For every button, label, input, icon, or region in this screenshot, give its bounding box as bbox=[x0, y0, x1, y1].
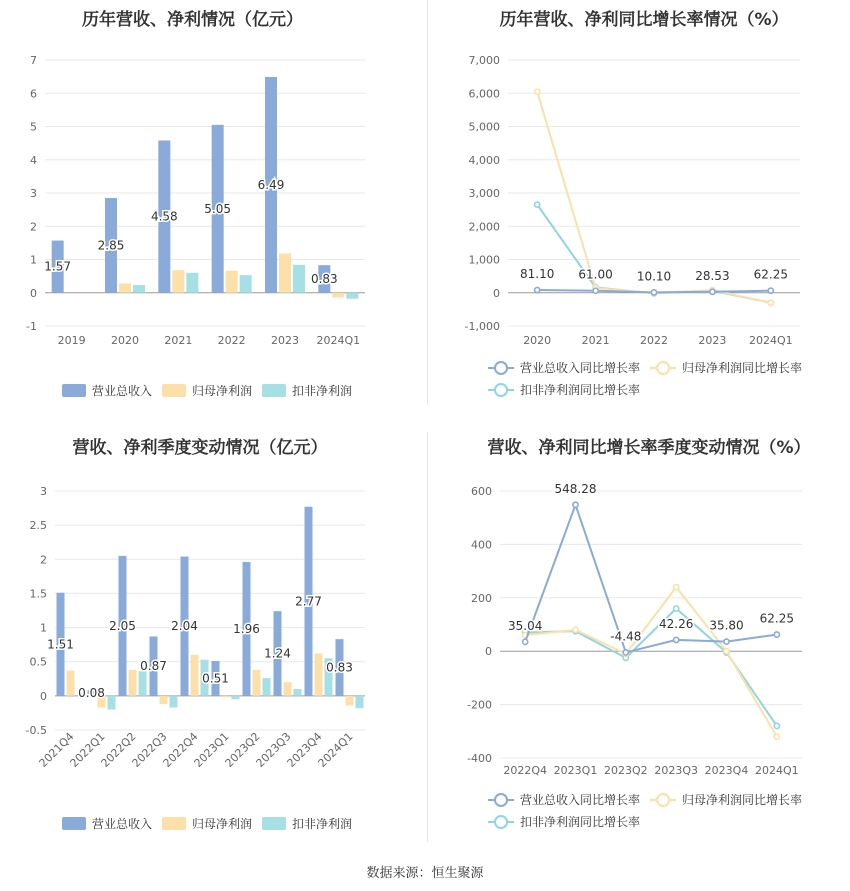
bar bbox=[293, 265, 305, 293]
data-label: 2.77 bbox=[295, 594, 322, 609]
legend-swatch bbox=[262, 817, 286, 830]
data-point bbox=[535, 287, 540, 292]
data-label: 61.00 bbox=[578, 267, 613, 282]
y-tick-label: 1 bbox=[30, 253, 37, 267]
bar bbox=[356, 696, 364, 708]
y-tick-label: 0 bbox=[40, 689, 47, 703]
data-point bbox=[651, 290, 656, 295]
data-label: -4.48 bbox=[610, 629, 642, 644]
data-label: 4.58 bbox=[150, 209, 178, 224]
y-tick-label: 3 bbox=[40, 485, 47, 498]
data-label: 1.24 bbox=[264, 646, 291, 661]
legend-label: 归母净利润 bbox=[192, 817, 253, 831]
x-tick-label: 2022 bbox=[217, 334, 246, 347]
x-tick-label: 2023Q4 bbox=[284, 729, 325, 770]
x-tick-label: 2021 bbox=[581, 334, 610, 347]
data-label: 42.26 bbox=[658, 616, 694, 631]
x-tick-label: 2022Q1 bbox=[67, 729, 108, 770]
legend-swatch bbox=[62, 384, 86, 397]
y-tick-label: 1,000 bbox=[468, 253, 500, 267]
legend-label: 扣非净利润同比增长率 bbox=[520, 815, 641, 829]
data-point bbox=[768, 300, 773, 305]
legend-label: 归母净利润同比增长率 bbox=[682, 361, 803, 375]
y-tick-label: -1 bbox=[26, 320, 37, 333]
data-label: 1.96 bbox=[233, 621, 260, 636]
bar bbox=[67, 671, 75, 696]
bar bbox=[263, 678, 271, 696]
bar bbox=[284, 682, 292, 696]
y-tick-label: 1.5 bbox=[29, 587, 47, 601]
data-label: 10.10 bbox=[636, 269, 672, 284]
legend-marker bbox=[657, 794, 669, 806]
y-tick-label: 5,000 bbox=[468, 120, 500, 134]
legend-label: 归母净利润 bbox=[192, 384, 253, 398]
y-tick-label: 1 bbox=[40, 621, 47, 635]
legend-label: 营业总收入同比增长率 bbox=[520, 361, 641, 375]
x-tick-label: 2023Q1 bbox=[191, 729, 232, 770]
y-tick-label: 4 bbox=[30, 153, 37, 167]
x-tick-label: 2023Q2 bbox=[222, 729, 263, 770]
x-tick-label: 2023Q3 bbox=[654, 764, 698, 777]
legend-marker bbox=[657, 362, 669, 374]
bar bbox=[294, 689, 302, 696]
y-tick-label: 2,000 bbox=[468, 220, 500, 234]
x-tick-label: 2022Q4 bbox=[503, 764, 547, 777]
data-label: 0.51 bbox=[202, 671, 229, 686]
legend-label: 营业总收入 bbox=[92, 384, 153, 398]
data-source-note: 数据来源：恒生聚源 bbox=[366, 866, 484, 881]
bar bbox=[172, 270, 184, 293]
y-tick-label: 200 bbox=[471, 591, 492, 605]
data-point bbox=[573, 627, 578, 632]
annual-growth-panel bbox=[428, 0, 850, 410]
x-tick-label: 2023Q4 bbox=[704, 764, 749, 777]
data-label: 28.53 bbox=[695, 268, 730, 283]
x-tick-label: 2024Q1 bbox=[755, 764, 799, 777]
y-tick-label: -1,000 bbox=[464, 320, 500, 333]
y-tick-label: -400 bbox=[467, 752, 492, 765]
x-tick-label: 2023 bbox=[698, 334, 727, 347]
annual-revenue-profit-chart bbox=[0, 0, 425, 410]
x-tick-label: 2022 bbox=[640, 334, 668, 347]
data-label: 5.05 bbox=[204, 201, 232, 216]
quarterly-revenue-profit-chart bbox=[0, 425, 425, 845]
y-tick-label: -200 bbox=[467, 698, 492, 712]
bar bbox=[129, 670, 137, 696]
y-tick-label: 7,000 bbox=[468, 54, 500, 67]
legend-swatch bbox=[162, 384, 186, 397]
legend-label: 营业总收入 bbox=[92, 817, 153, 831]
bar bbox=[108, 696, 116, 710]
bar bbox=[133, 285, 145, 293]
bar bbox=[332, 293, 344, 298]
data-label: 6.49 bbox=[257, 177, 285, 192]
x-tick-label: 2022Q4 bbox=[160, 729, 201, 770]
y-tick-label: 0 bbox=[493, 286, 500, 300]
data-label: 35.80 bbox=[709, 618, 744, 633]
data-point bbox=[710, 289, 715, 294]
y-tick-label: 2 bbox=[40, 553, 47, 567]
data-label: 2.04 bbox=[171, 619, 198, 634]
legend-marker bbox=[495, 384, 507, 396]
bar bbox=[232, 696, 240, 699]
x-tick-label: 2023Q2 bbox=[604, 764, 648, 777]
legend-label: 扣非净利润同比增长率 bbox=[520, 383, 641, 397]
bar bbox=[315, 654, 323, 696]
x-tick-label: 2024Q1 bbox=[748, 334, 793, 347]
data-point bbox=[535, 202, 540, 207]
data-label: 35.04 bbox=[507, 618, 543, 633]
data-label: 1.51 bbox=[47, 637, 74, 652]
bar bbox=[226, 271, 238, 293]
panel-divider bbox=[427, 0, 428, 405]
x-tick-label: 2022Q2 bbox=[98, 729, 139, 770]
quarterly-growth-panel bbox=[428, 425, 850, 845]
x-tick-label: 2021 bbox=[164, 334, 193, 347]
data-point bbox=[535, 89, 540, 94]
y-tick-label: 6 bbox=[30, 87, 37, 101]
data-point bbox=[573, 502, 578, 507]
data-point bbox=[623, 650, 628, 655]
data-point bbox=[593, 288, 598, 293]
data-label: 62.25 bbox=[753, 267, 788, 282]
x-tick-label: 2020 bbox=[523, 334, 552, 347]
data-point bbox=[674, 637, 679, 642]
legend-swatch bbox=[162, 817, 186, 830]
data-point bbox=[774, 632, 779, 637]
data-label: 81.10 bbox=[520, 267, 555, 282]
y-tick-label: 0.5 bbox=[29, 655, 47, 669]
bar bbox=[222, 696, 230, 697]
bar bbox=[186, 273, 198, 293]
data-point bbox=[523, 639, 528, 644]
chart-title: 历年营收、净利情况（亿元） bbox=[82, 10, 303, 30]
y-tick-label: 3,000 bbox=[468, 187, 500, 200]
y-tick-label: 2.5 bbox=[29, 519, 47, 533]
legend-label: 扣非净利润 bbox=[292, 384, 353, 398]
x-tick-label: 2024Q1 bbox=[315, 729, 356, 770]
y-tick-label: 0 bbox=[485, 645, 492, 659]
chart-title: 历年营收、净利同比增长率情况（%） bbox=[499, 10, 789, 30]
bar bbox=[139, 671, 147, 696]
bar bbox=[160, 696, 168, 704]
bar bbox=[191, 655, 199, 696]
data-label: 0.83 bbox=[310, 271, 338, 286]
data-label: 62.25 bbox=[759, 611, 795, 626]
y-tick-label: 4,000 bbox=[468, 153, 500, 167]
bar bbox=[346, 293, 358, 299]
data-label: 2.85 bbox=[97, 238, 125, 253]
legend-label: 扣非净利润 bbox=[292, 817, 353, 831]
y-tick-label: 3 bbox=[30, 187, 37, 200]
y-tick-label: 400 bbox=[471, 538, 492, 552]
annual-revenue-profit-panel bbox=[0, 0, 425, 410]
bar bbox=[253, 670, 261, 696]
series-line bbox=[537, 205, 771, 303]
x-tick-label: 2020 bbox=[111, 334, 139, 347]
data-point bbox=[724, 649, 729, 654]
bar bbox=[119, 283, 131, 292]
chart-title: 营收、净利同比增长率季度变动情况（%） bbox=[487, 438, 811, 458]
legend-marker bbox=[495, 816, 507, 828]
chart-title: 营收、净利季度变动情况（亿元） bbox=[72, 438, 328, 458]
x-tick-label: 2022Q3 bbox=[129, 729, 170, 770]
data-point bbox=[768, 288, 773, 293]
data-point bbox=[674, 606, 679, 611]
data-label: 2.05 bbox=[109, 618, 136, 633]
series-line bbox=[525, 587, 777, 737]
bar bbox=[279, 254, 291, 293]
data-label: 0.87 bbox=[140, 659, 167, 674]
annual-growth-chart bbox=[428, 0, 850, 410]
legend-swatch bbox=[62, 817, 86, 830]
data-label: 1.57 bbox=[44, 259, 72, 274]
data-label: 548.28 bbox=[554, 481, 597, 496]
y-tick-label: 5 bbox=[30, 120, 37, 134]
x-tick-label: 2019 bbox=[57, 334, 86, 347]
x-tick-label: 2021Q4 bbox=[36, 729, 77, 770]
x-tick-label: 2023 bbox=[271, 334, 299, 347]
x-tick-label: 2023Q3 bbox=[253, 729, 294, 770]
legend-marker bbox=[495, 362, 507, 374]
bar bbox=[170, 696, 178, 708]
data-point bbox=[774, 723, 779, 728]
y-tick-label: 600 bbox=[471, 485, 492, 498]
x-tick-label: 2024Q1 bbox=[316, 334, 361, 347]
quarterly-revenue-profit-panel bbox=[0, 425, 425, 845]
y-tick-label: 6,000 bbox=[468, 87, 500, 101]
data-point bbox=[774, 734, 779, 739]
bar bbox=[346, 696, 354, 706]
y-tick-label: 2 bbox=[30, 220, 37, 234]
y-tick-label: 0 bbox=[30, 286, 37, 300]
bar bbox=[240, 275, 252, 293]
legend-label: 营业总收入同比增长率 bbox=[520, 793, 641, 807]
x-tick-label: 2023Q1 bbox=[553, 764, 598, 777]
data-point bbox=[674, 585, 679, 590]
data-label: 0.83 bbox=[326, 660, 353, 675]
data-label: 0.08 bbox=[78, 686, 105, 701]
legend-label: 归母净利润同比增长率 bbox=[682, 793, 803, 807]
data-point bbox=[724, 639, 729, 644]
legend-swatch bbox=[262, 384, 286, 397]
y-tick-label: 7 bbox=[30, 54, 37, 67]
quarterly-growth-chart bbox=[428, 425, 850, 845]
y-tick-label: -0.5 bbox=[25, 724, 47, 737]
legend-marker bbox=[495, 794, 507, 806]
